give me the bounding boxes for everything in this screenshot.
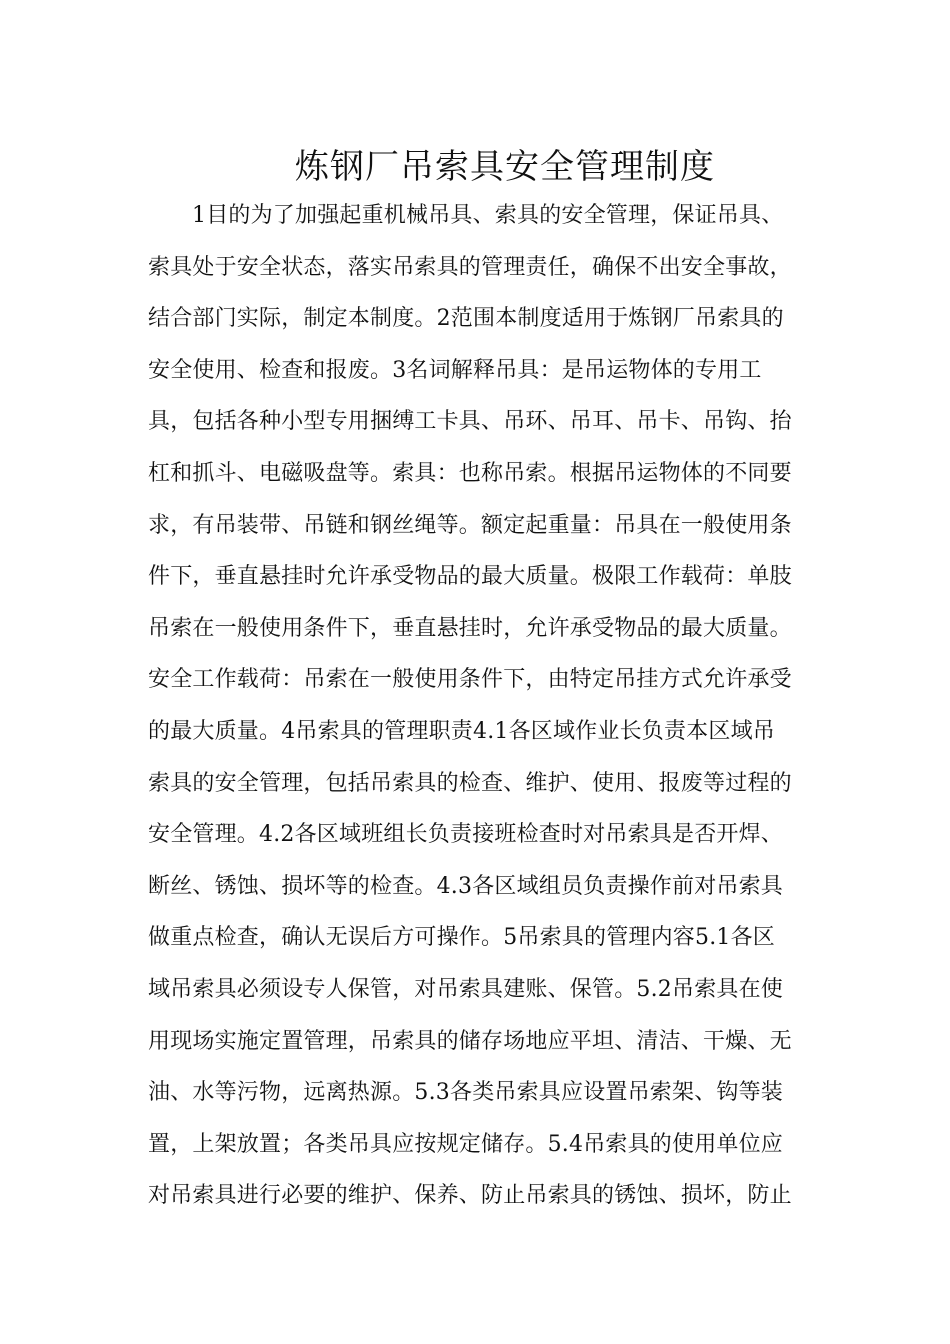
body-line: 吊索在一般使用条件下，垂直悬挂时，允许承受物品的最大质量。 xyxy=(148,615,792,641)
document-title: 炼钢厂吊索具安全管理制度 xyxy=(295,146,715,187)
body-line: 置，上架放置；各类吊具应按规定储存。5.4吊索具的使用单位应 xyxy=(148,1131,783,1157)
body-line: 求，有吊装带、吊链和钢丝绳等。额定起重量：吊具在一般使用条 xyxy=(148,512,792,538)
body-line: 杠和抓斗、电磁吸盘等。索具：也称吊索。根据吊运物体的不同要 xyxy=(148,460,792,486)
body-line: 域吊索具必须设专人保管，对吊索具建账、保管。5.2吊索具在使 xyxy=(148,976,783,1002)
body-line: 索具处于安全状态，落实吊索具的管理责任，确保不出安全事故， xyxy=(148,254,792,280)
body-line: 的最大质量。4吊索具的管理职责4.1各区域作业长负责本区域吊 xyxy=(148,718,775,744)
body-line: 安全使用、检查和报废。3名词解释吊具：是吊运物体的专用工 xyxy=(148,357,762,383)
body-line: 油、水等污物，远离热源。5.3各类吊索具应设置吊索架、钩等装 xyxy=(148,1080,783,1106)
body-line: 结合部门实际，制定本制度。2范围本制度适用于炼钢厂吊索具的 xyxy=(148,306,784,332)
document-body xyxy=(148,190,808,1222)
body-line: 断丝、锈蚀、损坏等的检查。4.3各区域组员负责操作前对吊索具 xyxy=(148,873,783,899)
body-line: 安全工作载荷：吊索在一般使用条件下，由特定吊挂方式允许承受 xyxy=(148,667,792,693)
body-line: 具，包括各种小型专用捆缚工卡具、吊环、吊耳、吊卡、吊钩、抬 xyxy=(148,409,792,435)
body-line: 安全管理。4.2各区域班组长负责接班检查时对吊索具是否开焊、 xyxy=(148,822,783,848)
body-line: 件下，垂直悬挂时允许承受物品的最大质量。极限工作载荷：单肢 xyxy=(148,564,792,590)
body-line: 对吊索具进行必要的维护、保养、防止吊索具的锈蚀、损坏，防止 xyxy=(148,1183,792,1209)
body-line: 用现场实施定置管理，吊索具的储存场地应平坦、清洁、干燥、无 xyxy=(148,1028,792,1054)
body-line: 1目的为了加强起重机械吊具、索具的安全管理，保证吊具、 xyxy=(192,203,784,228)
body-line: 做重点检查，确认无误后方可操作。5吊索具的管理内容5.1各区 xyxy=(148,925,775,951)
body-line: 索具的安全管理，包括吊索具的检查、维护、使用、报废等过程的 xyxy=(148,770,792,796)
